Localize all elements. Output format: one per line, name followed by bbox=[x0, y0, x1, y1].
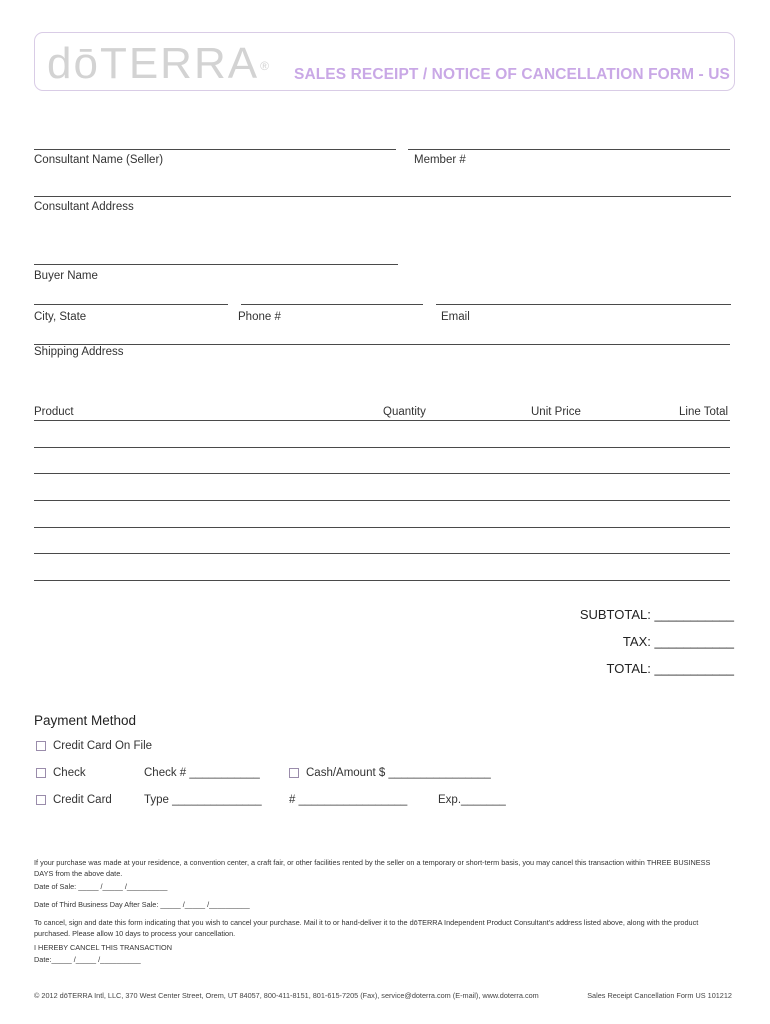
check-number-field[interactable]: Check # ___________ bbox=[144, 767, 260, 779]
check-label: Check bbox=[53, 767, 86, 779]
credit-card-on-file-label: Credit Card On File bbox=[53, 740, 153, 752]
consultant-address-line[interactable] bbox=[34, 196, 731, 197]
column-header-product: Product bbox=[34, 406, 74, 418]
city-state-line[interactable] bbox=[34, 304, 228, 305]
total-field[interactable]: TOTAL: ___________ bbox=[606, 661, 734, 676]
footer-form-id: Sales Receipt Cancellation Form US 101212 bbox=[587, 991, 732, 1000]
product-row-line[interactable] bbox=[34, 473, 730, 474]
card-type-field[interactable]: Type ______________ bbox=[144, 794, 262, 806]
doterra-logo: dōTERRA® bbox=[47, 39, 271, 88]
buyer-name-label: Buyer Name bbox=[34, 270, 98, 282]
card-number-field[interactable]: # _________________ bbox=[289, 794, 408, 806]
consultant-name-label: Consultant Name (Seller) bbox=[34, 154, 164, 166]
consultant-address-label: Consultant Address bbox=[34, 201, 134, 213]
subtotal-field[interactable]: SUBTOTAL: ___________ bbox=[579, 607, 734, 622]
credit-card-on-file-checkbox[interactable] bbox=[36, 741, 46, 751]
product-row-line[interactable] bbox=[34, 553, 730, 554]
product-row-line[interactable] bbox=[34, 527, 730, 528]
card-expiration-field[interactable]: Exp._______ bbox=[438, 794, 506, 806]
column-header-unit-price: Unit Price bbox=[531, 406, 581, 418]
buyer-name-line[interactable] bbox=[34, 264, 398, 265]
cancellation-notice: If your purchase was made at your residence, a convention center, a craft fair, or other facilities rented by the seller on a temporary or short-term basis, you may cancel this transaction within THREE BUSINESS DAYS from the above date. bbox=[34, 858, 711, 878]
email-label: Email bbox=[441, 311, 470, 323]
phone-line[interactable] bbox=[241, 304, 423, 305]
hereby-cancel-statement: I HEREBY CANCEL THIS TRANSACTION bbox=[34, 943, 172, 952]
cancellation-instructions: To cancel, sign and date this form indicating that you wish to cancel your purchase. Mail it to or hand-deliver it to the dōTERRA Independent Product Consultant’s address listed above, along with the product purchased. Please allow 10 days to process your cancellation. bbox=[34, 918, 699, 938]
city-state-label: City, State bbox=[34, 311, 87, 323]
member-number-line[interactable] bbox=[408, 149, 730, 150]
column-header-line-total: Line Total bbox=[679, 406, 729, 418]
footer-copyright: © 2012 dōTERRA Intl, LLC, 370 West Center Street, Orem, UT 84057, 800-411-8151, 801-615-7205 (Fax), service@doterra.com (E-mail), www.doterra.com bbox=[34, 991, 539, 1000]
product-row-line[interactable] bbox=[34, 580, 730, 581]
email-line[interactable] bbox=[436, 304, 731, 305]
check-checkbox[interactable] bbox=[36, 768, 46, 778]
phone-label: Phone # bbox=[238, 311, 281, 323]
member-number-label: Member # bbox=[414, 154, 466, 166]
form-title: SALES RECEIPT / NOTICE OF CANCELLATION FORM - US bbox=[294, 66, 730, 83]
date-of-sale-field[interactable]: Date of Sale: _____ /_____ /__________ bbox=[34, 882, 168, 891]
cancellation-date-field[interactable]: Date:_____ /_____ /__________ bbox=[34, 955, 141, 964]
tax-field[interactable]: TAX: ___________ bbox=[622, 634, 734, 649]
product-row-line[interactable] bbox=[34, 447, 730, 448]
consultant-name-line[interactable] bbox=[34, 149, 396, 150]
third-business-day-field[interactable]: Date of Third Business Day After Sale: _____ /_____ /__________ bbox=[34, 900, 250, 909]
cash-amount-field[interactable]: Cash/Amount $ ________________ bbox=[306, 767, 491, 779]
product-row-line[interactable] bbox=[34, 500, 730, 501]
table-header-rule bbox=[34, 420, 730, 421]
shipping-address-line[interactable] bbox=[34, 344, 730, 345]
credit-card-label: Credit Card bbox=[53, 794, 112, 806]
registered-mark: ® bbox=[260, 59, 271, 73]
column-header-quantity: Quantity bbox=[383, 406, 426, 418]
cash-checkbox[interactable] bbox=[289, 768, 299, 778]
shipping-address-label: Shipping Address bbox=[34, 346, 124, 358]
credit-card-checkbox[interactable] bbox=[36, 795, 46, 805]
payment-method-title: Payment Method bbox=[34, 713, 137, 728]
